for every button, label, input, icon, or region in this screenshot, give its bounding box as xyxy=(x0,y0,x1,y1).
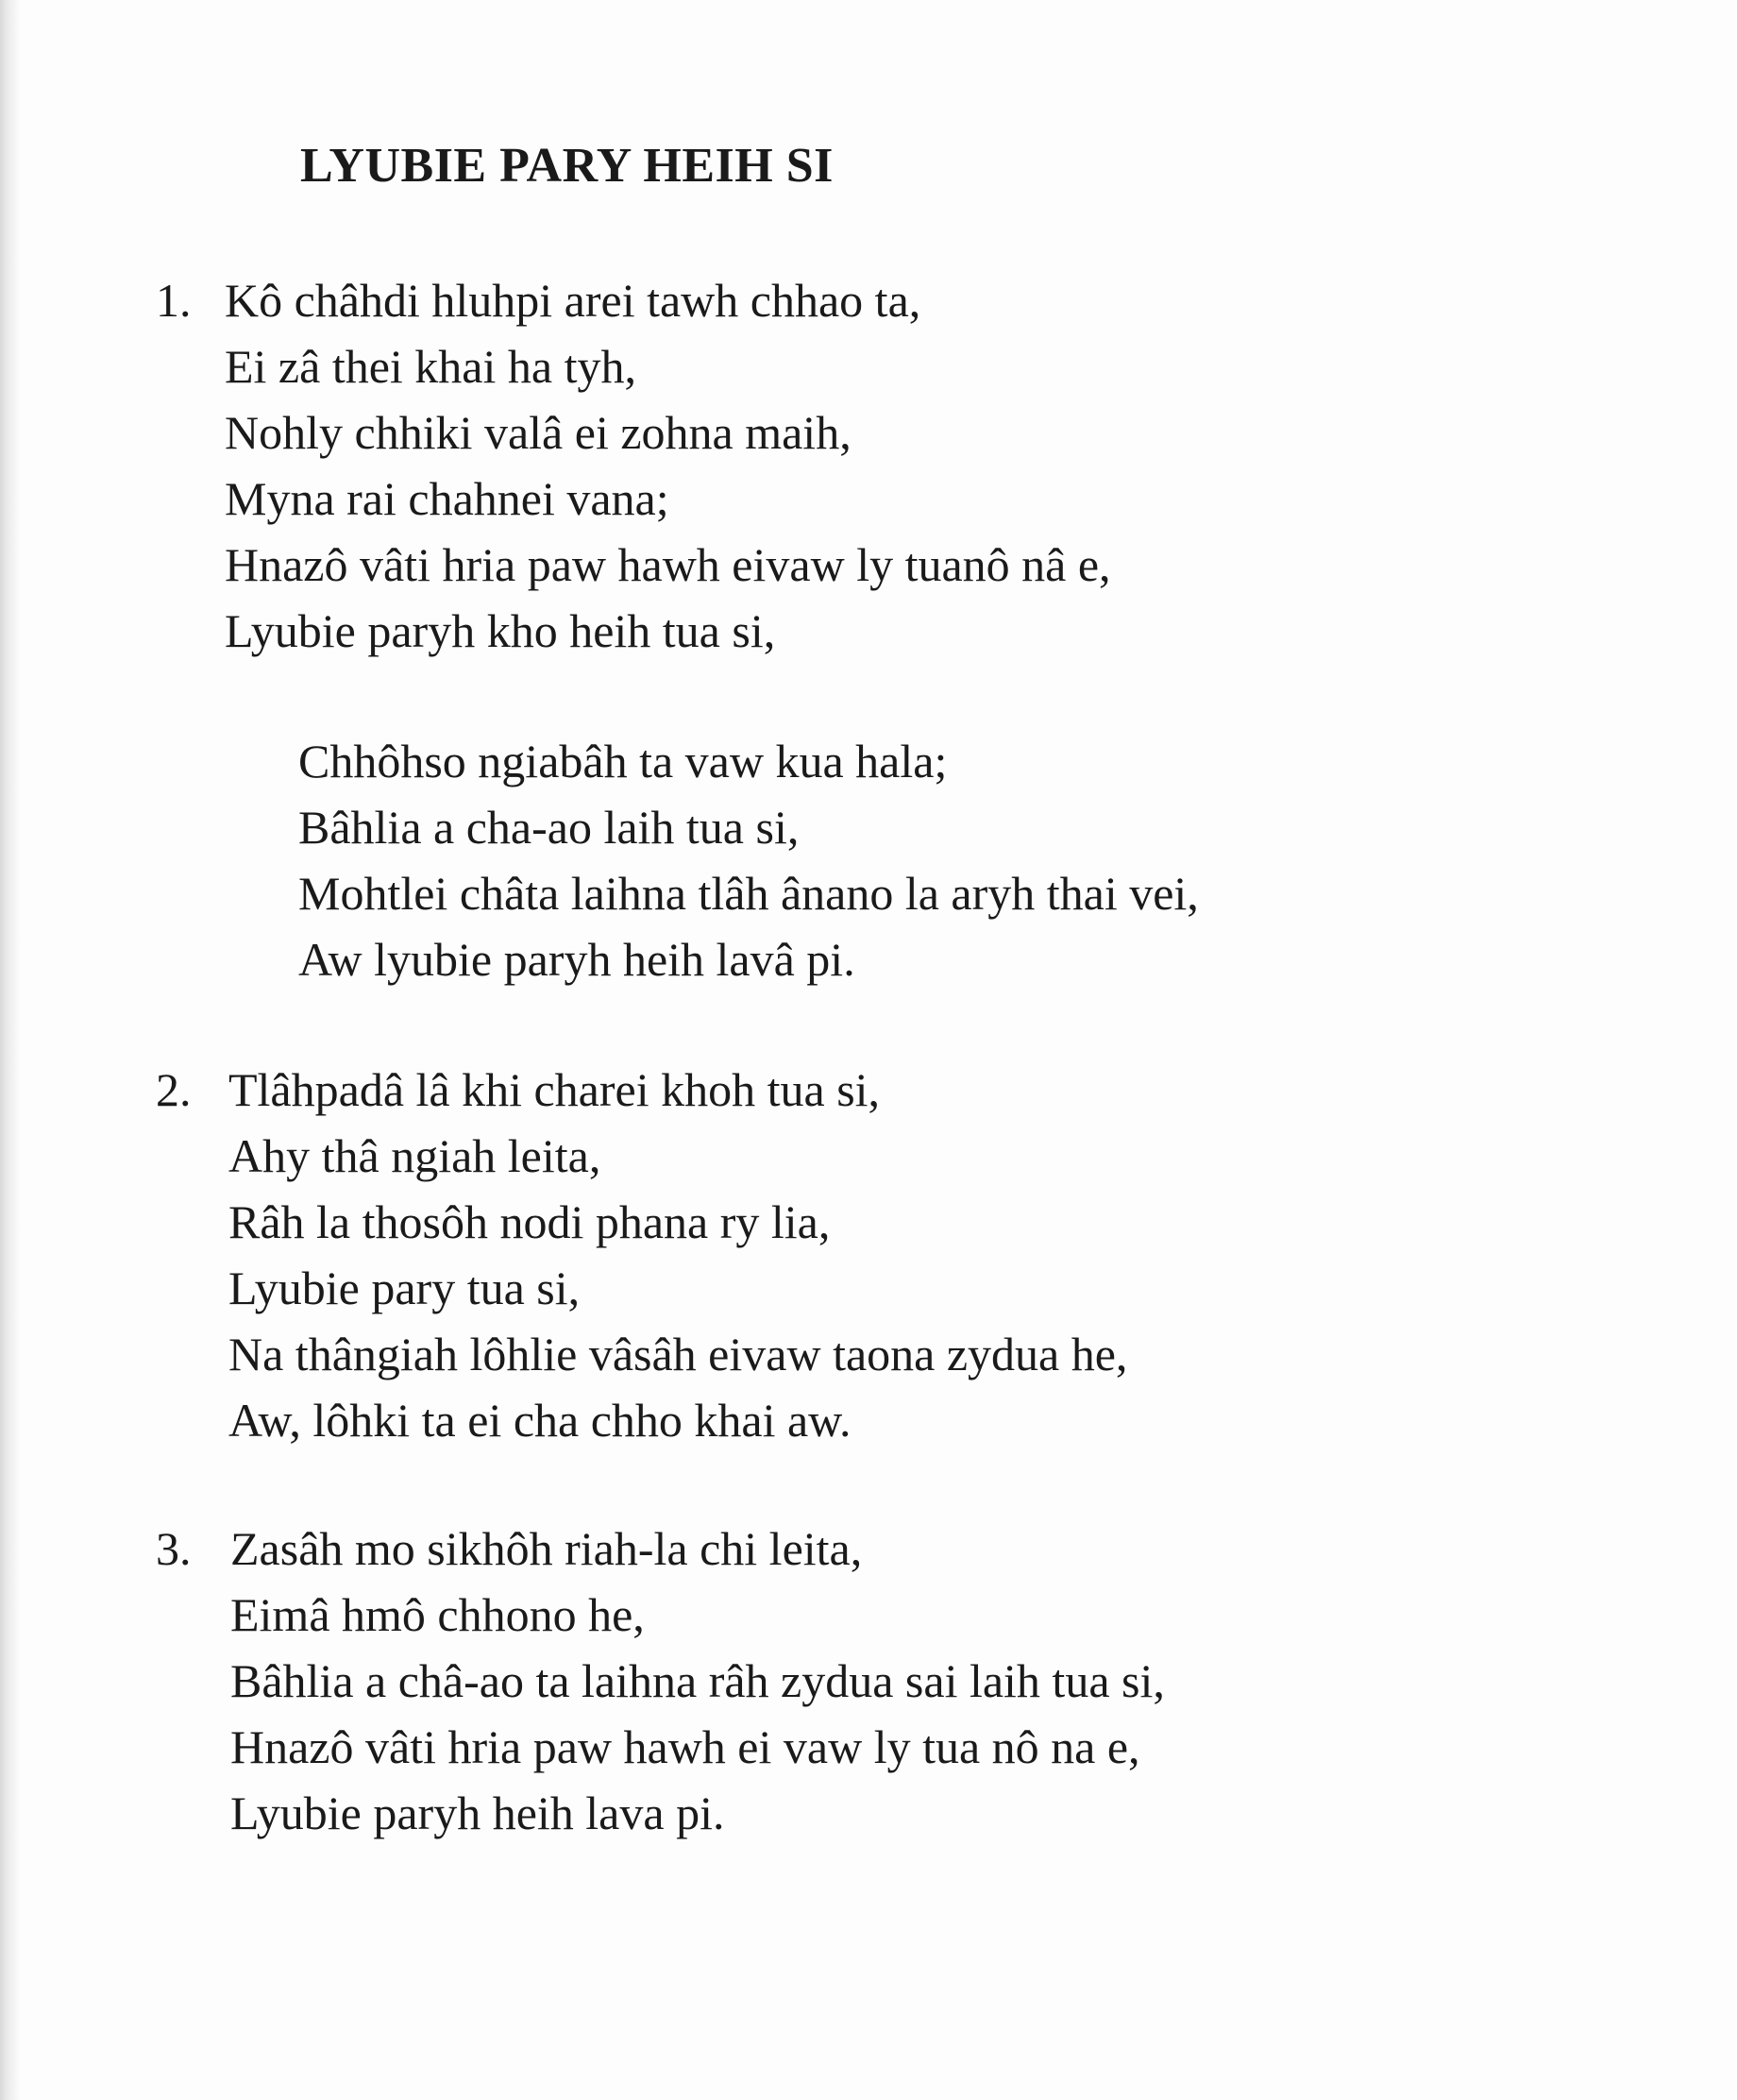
verse-line: Eimâ hmô chhono he, xyxy=(230,1588,645,1641)
verse-line: Hnazô vâti hria paw hawh ei vaw ly tua nô na e, xyxy=(230,1720,1140,1773)
verse-line: Lyubie paryh kho heih tua si, xyxy=(225,604,776,657)
chorus-line: Mohtlei châta laihna tlâh ânano la aryh thai vei, xyxy=(298,867,1199,920)
verse-line: Myna rai chahnei vana; xyxy=(225,472,669,525)
verse-number: 1. xyxy=(156,274,192,327)
verse-line: Ei zâ thei khai ha tyh, xyxy=(225,340,636,393)
verse-line: Nohly chhiki valâ ei zohna maih, xyxy=(225,406,852,459)
verse-line: Hnazô vâti hria paw hawh eivaw ly tuanô nâ e, xyxy=(225,538,1111,591)
chorus-line: Aw lyubie paryh heih lavâ pi. xyxy=(298,933,855,986)
verse-line: Râh la thosôh nodi phana ry lia, xyxy=(228,1195,831,1248)
verse-line: Kô châhdi hluhpi arei tawh chhao ta, xyxy=(225,274,921,327)
song-title: LYUBIE PARY HEIH SI xyxy=(300,139,834,193)
verse-number: 2. xyxy=(156,1063,192,1116)
verse-line: Ahy thâ ngiah leita, xyxy=(228,1129,601,1182)
verse-line: Lyubie pary tua si, xyxy=(228,1262,581,1314)
chorus-line: Chhôhso ngiabâh ta vaw kua hala; xyxy=(298,735,948,788)
verse-line: Zasâh mo sikhôh riah-la chi leita, xyxy=(230,1522,863,1575)
verse-line: Tlâhpadâ lâ khi charei khoh tua si, xyxy=(228,1063,881,1116)
verse-line: Aw, lôhki ta ei cha chho khai aw. xyxy=(228,1394,852,1447)
verse-number: 3. xyxy=(156,1522,192,1575)
chorus-line: Bâhlia a cha-ao laih tua si, xyxy=(298,801,800,854)
page-left-edge-shadow xyxy=(0,0,21,2100)
verse-line: Na thângiah lôhlie vâsâh eivaw taona zydua he, xyxy=(228,1328,1128,1380)
verse-line: Bâhlia a châ-ao ta laihna râh zydua sai laih tua si, xyxy=(230,1654,1165,1707)
verse-line: Lyubie paryh heih lava pi. xyxy=(230,1787,725,1839)
